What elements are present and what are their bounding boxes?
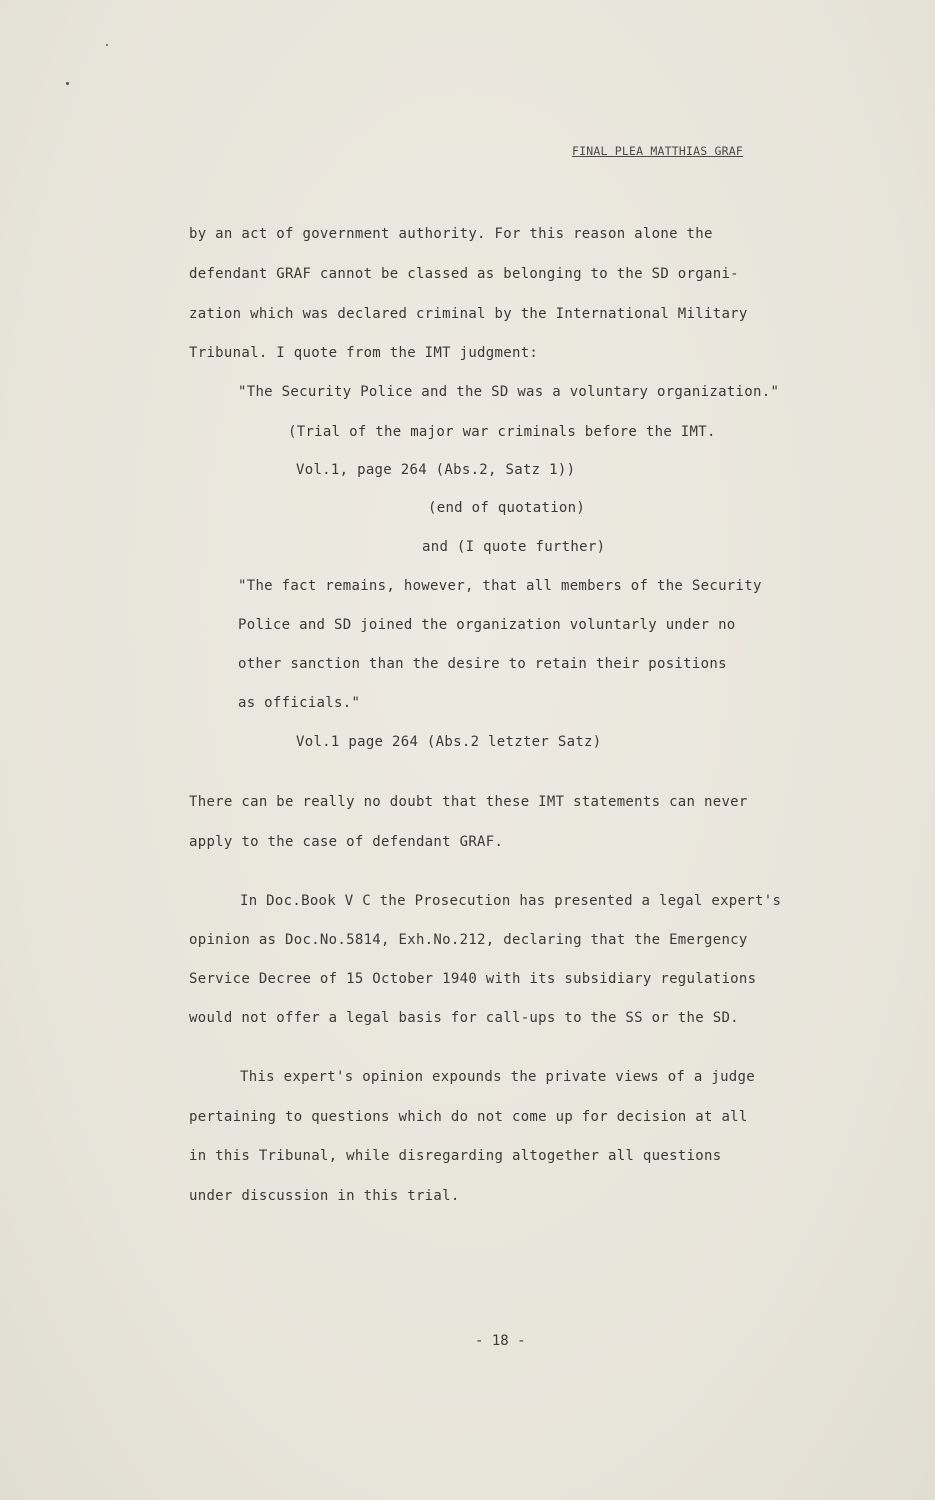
text-line: zation which was declared criminal by the International Military [189, 306, 748, 322]
text-line: would not offer a legal basis for call-ups to the SS or the SD. [189, 1010, 739, 1026]
text-line: Service Decree of 15 October 1940 with its subsidiary regulations [189, 971, 757, 987]
ink-speck [66, 82, 69, 85]
ink-speck [106, 44, 108, 46]
text-line: under discussion in this trial. [189, 1188, 460, 1204]
text-line: There can be really no doubt that these IMT statements can never [189, 794, 748, 810]
text-line: In Doc.Book V C the Prosecution has presented a legal expert's [240, 893, 782, 909]
text-line: in this Tribunal, while disregarding altogether all questions [189, 1148, 722, 1164]
text-line: defendant GRAF cannot be classed as belonging to the SD organi- [189, 266, 739, 282]
text-line: pertaining to questions which do not come up for decision at all [189, 1109, 748, 1125]
citation-line: and (I quote further) [422, 539, 606, 555]
page-header: FINAL PLEA MATTHIAS GRAF [572, 144, 743, 158]
citation-line: (end of quotation) [428, 500, 586, 516]
page-number: - 18 - [475, 1333, 526, 1349]
quote-line: other sanction than the desire to retain their positions [238, 656, 727, 672]
citation-line: (Trial of the major war criminals before the IMT. [288, 424, 716, 440]
text-line: opinion as Doc.No.5814, Exh.No.212, declaring that the Emergency [189, 932, 748, 948]
text-line: Tribunal. I quote from the IMT judgment: [189, 345, 539, 361]
quote-line: as officials." [238, 695, 361, 711]
citation-line: Vol.1, page 264 (Abs.2, Satz 1)) [296, 462, 576, 478]
text-line: by an act of government authority. For this reason alone the [189, 226, 713, 242]
quote-line: Police and SD joined the organization voluntarly under no [238, 617, 736, 633]
text-line: This expert's opinion expounds the private views of a judge [240, 1069, 755, 1085]
citation-line: Vol.1 page 264 (Abs.2 letzter Satz) [296, 734, 602, 750]
quote-line: "The Security Police and the SD was a voluntary organization." [238, 384, 780, 400]
quote-line: "The fact remains, however, that all members of the Security [238, 578, 762, 594]
text-line: apply to the case of defendant GRAF. [189, 834, 504, 850]
